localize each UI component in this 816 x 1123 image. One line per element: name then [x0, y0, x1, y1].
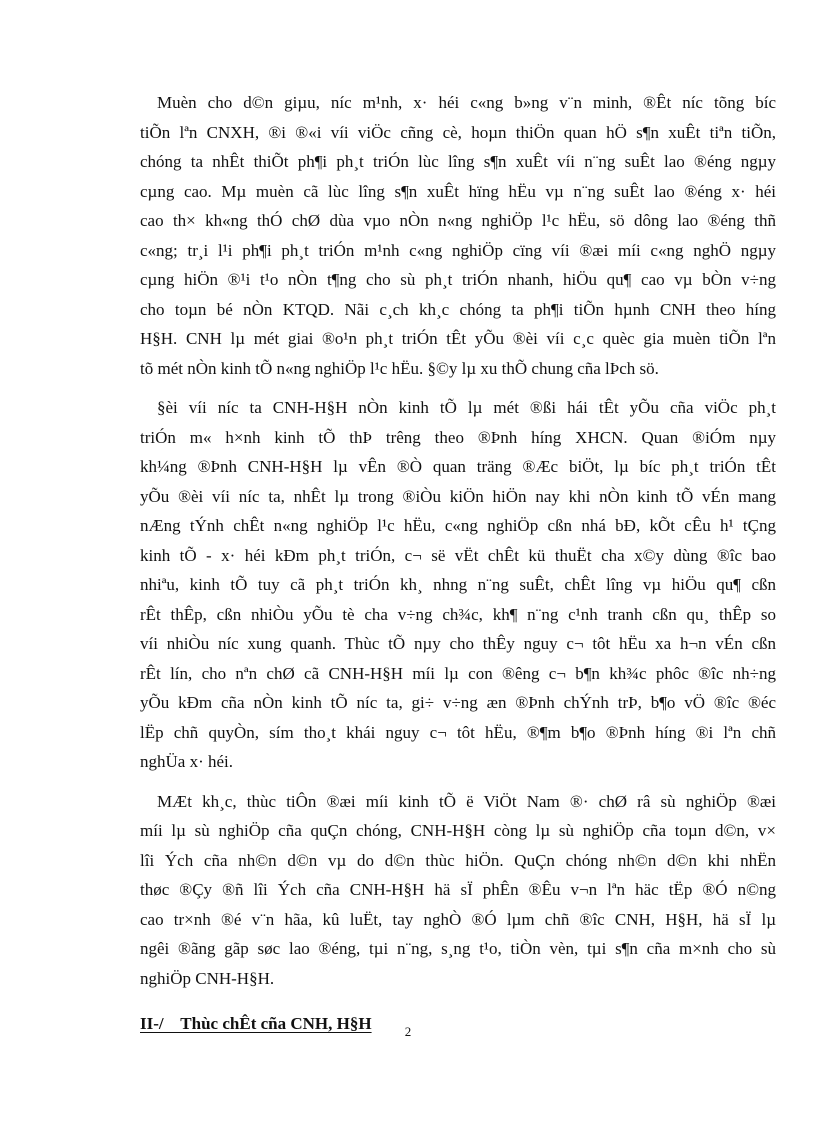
text-line: rÊt lín, cho nªn chØ cã CNH-H§H míi lµ con ®êng c¬ b¶n kh¾c phôc ®îc nh÷ng [140, 663, 776, 683]
paragraph-3 [140, 787, 776, 994]
text-line: cao th× kh«ng thÓ chØ dùa vµo nÒn n«ng nghiÖp l¹c hËu, sö dông lao ®éng thñ [140, 211, 776, 230]
text-line: rÊt thÊp, cßn nhiÒu yÕu tè cha v÷ng ch¾c, kh¶ n¨ng c¹nh tranh cßn qu¸ thÊp so [140, 604, 776, 624]
text-line: kh¼ng ®Þnh CNH-H§H lµ vÊn ®Ò quan träng ®Æc biÖt, lµ bíc ph¸t triÓn tÊt [140, 457, 776, 476]
text-line: cao tr×nh ®é v¨n hãa, kû luËt, tay nghÒ ®Ó lµm chñ ®îc CNH, H§H, hä sÏ lµ [140, 909, 776, 929]
text-line: chóng ta nhÊt thiÕt ph¶i ph¸t triÓn lùc lîng s¶n xuÊt víi n¨ng suÊt lao ®éng ngµy [140, 152, 776, 171]
text-line: nghiÖp CNH-H§H. [140, 968, 275, 988]
section-heading: II-/ Thùc chÊt cña CNH, H§H [140, 1014, 372, 1033]
text-line: lîi Ých cña nh©n d©n vµ do d©n thùc hiÖn. QuÇn chóng nh©n d©n khi nhËn [140, 850, 776, 870]
text-line: cµng cao. Mµ muèn cã lùc lîng s¶n xuÊt hïng hËu vµ n¨ng suÊt lao ®éng x· héi [140, 181, 776, 201]
paragraph-1 [140, 88, 776, 383]
text-line: MÆt kh¸c, thùc tiÔn ®æi míi kinh tÕ ë ViÖt Nam ®· chØ râ sù nghiÖp ®æi [157, 791, 776, 811]
page-number: 2 [404, 1024, 412, 1039]
text-line: nÆng tÝnh chÊt n«ng nghiÖp l¹c hËu, c«ng nghiÖp cßn nhá bÐ, kÕt cÊu h¹ tÇng [140, 516, 776, 535]
text-line: tõ mét nÒn kinh tÕ n«ng nghiÖp l¹c hËu. §©y lµ xu thÕ chung cña lÞch sö. [140, 358, 659, 378]
text-line: Muèn cho d©n giµu, níc m¹nh, x· héi c«ng b»ng v¨n minh, ®Êt níc tõng bíc [157, 93, 776, 112]
text-line: H§H. CNH lµ mét giai ®o¹n ph¸t triÓn tÊt yÕu ®èi víi c¸c quèc gia muèn tiÕn lªn [140, 329, 776, 348]
text-line: kinh tÕ - x· héi kÐm ph¸t triÓn, c¬ së vËt chÊt kü thuËt cha x©y dùng ®îc bao [140, 545, 776, 565]
text-line: yÕu kÐm cña nÒn kinh tÕ níc ta, gi÷ v÷ng æn ®Þnh chÝnh trÞ, b¶o vÖ ®îc ®éc [140, 693, 776, 712]
text-line: c«ng; tr¸i l¹i ph¶i ph¸t triÓn m¹nh c«ng nghiÖp cïng víi ®æi míi c«ng nghÖ ngµy [140, 240, 776, 260]
document-body [140, 88, 776, 1039]
text-line: nghÜa x· héi. [140, 752, 234, 771]
text-line: triÓn m« h×nh kinh tÕ thÞ trêng theo ®Þnh híng XHCN. Quan ®iÓm nµy [140, 427, 776, 447]
text-line: cho toµn bé nÒn KTQD. Nãi c¸ch kh¸c chóng ta ph¶i tiÕn hµnh CNH theo híng [140, 299, 776, 319]
text-line: ngêi ®ãng gãp søc lao ®éng, tµi n¨ng, s¸ng t¹o, tiÒn vèn, tµi s¶n cña m×nh cho sù [140, 939, 776, 958]
text-line: lËp chñ quyÒn, sím tho¸t khái nguy c¬ tôt hËu, ®¶m b¶o ®Þnh híng ®i lªn chñ [140, 722, 776, 742]
text-line: tiÕn lªn CNXH, ®i ®«i víi viÖc cñng cè, hoµn thiÖn quan hÖ s¶n xuÊt tiªn tiÕn, [140, 122, 776, 142]
text-line: §èi víi níc ta CNH-H§H nÒn kinh tÕ lµ mét ®ßi hái tÊt yÕu cña viÖc ph¸t [157, 398, 776, 417]
text-line: víi nhiÒu níc xung quanh. Thùc tÕ nµy cho thÊy nguy c¬ tôt hËu xa h¬n vÉn cßn [140, 634, 776, 653]
text-line: thøc ®Çy ®ñ lîi Ých cña CNH-H§H hä sÏ phÊn ®Êu v¬n lªn häc tËp ®Ó n©ng [140, 880, 776, 899]
text-line: míi lµ sù nghiÖp cña quÇn chóng, CNH-H§H còng lµ sù nghiÖp cña toµn d©n, v× [140, 821, 776, 840]
paragraph-2 [140, 393, 776, 777]
text-line: cµng hiÖn ®¹i t¹o nÒn t¶ng cho sù ph¸t triÓn nhanh, hiÖu qu¶ cao vµ bÒn v÷ng [140, 270, 776, 289]
text-line: nhiªu, kinh tÕ tuy cã ph¸t triÓn kh¸ nhng n¨ng suÊt, chÊt lîng vµ hiÖu qu¶ cßn [140, 575, 776, 594]
text-line: yÕu ®èi víi níc ta, nhÊt lµ trong ®iÒu kiÖn hiÖn nay khi nÒn kinh tÕ vÉn mang [140, 486, 776, 506]
